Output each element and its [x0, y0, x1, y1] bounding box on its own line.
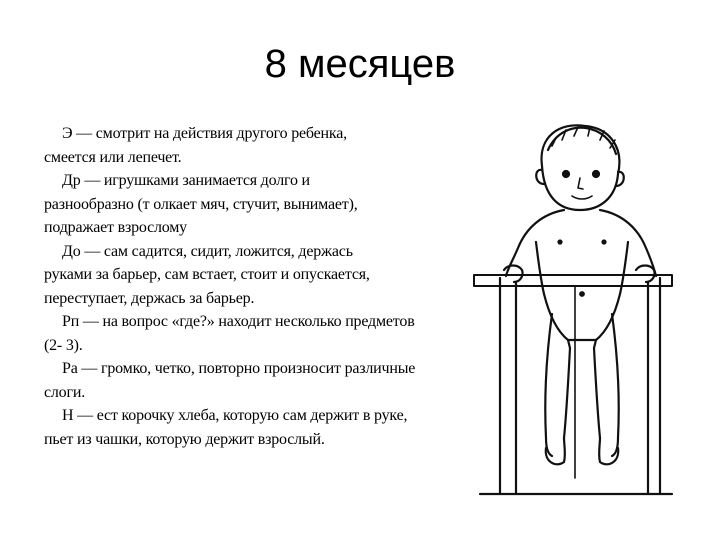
text-line: Др — игрушками занимается долго и: [62, 172, 310, 189]
text-line: Н — ест корочку хлеба, которую сам держит в руке,: [62, 407, 408, 424]
text-line: пьет из чашки, которую держит взрослый.: [44, 430, 325, 448]
text-line: (2- 3).: [44, 336, 83, 354]
text-line: переступает, держась за барьер.: [44, 289, 255, 307]
text-line: Э — смотрит на действия другого ребенка,: [62, 125, 347, 142]
text-line: Ра — громко, четко, повторно произносит различные: [62, 360, 416, 377]
text-line: смеется или лепечет.: [44, 148, 182, 166]
baby-standing-icon: [460, 118, 686, 496]
baby-at-barrier-illustration: [460, 118, 686, 496]
text-line: До — сам садится, сидит, ложится, держась: [62, 242, 353, 260]
text-line: разнообразно (т олкает мяч, стучит, вынимает),: [44, 195, 358, 213]
text-line: подражает взрослому: [44, 219, 187, 236]
text-line: руками за барьер, сам встает, стоит и опускается,: [44, 266, 370, 283]
milestones-text: [44, 122, 424, 451]
text-line: слоги.: [44, 383, 86, 401]
text-line: Рп — на вопрос «где?» находит несколько предметов: [62, 313, 415, 330]
slide-title: 8 месяцев: [264, 42, 456, 86]
